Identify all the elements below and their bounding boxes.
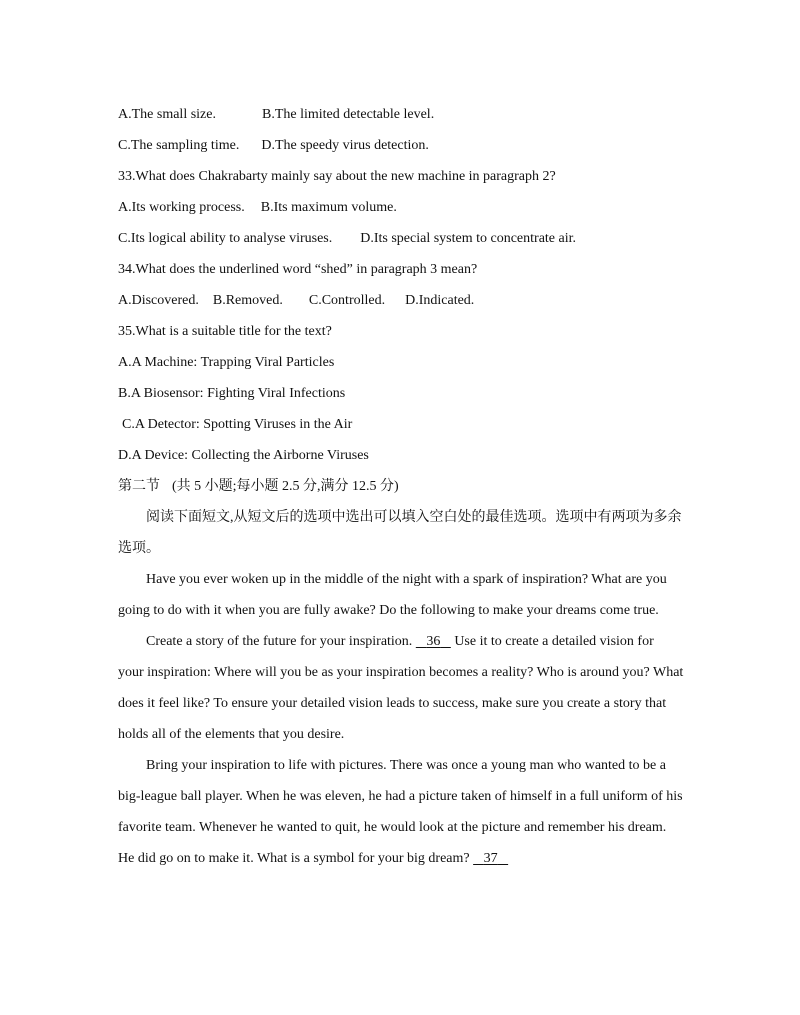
section-title: 第二节 <box>118 479 160 494</box>
q33-option-d: D.Its special system to concentrate air. <box>360 231 577 246</box>
q35-option-a: A.A Machine: Trapping Viral Particles <box>118 355 335 370</box>
passage-p3-line-2: big-league ball player. When he was eleven, he had a picture taken of himself in a full uniform of his <box>118 789 683 804</box>
blank-36-number: 36 <box>426 634 441 649</box>
blank-37[interactable] <box>473 851 508 866</box>
section-instruction-line-1: 阅读下面短文,从短文后的选项中选出可以填入空白处的最佳选项。选项中有两项为多余 <box>146 510 682 525</box>
section-heading <box>118 478 399 496</box>
q35-option-d: D.A Device: Collecting the Airborne Viruses <box>118 448 369 463</box>
q34-option-a: A.Discovered. <box>118 293 199 308</box>
passage-p3-text-before-blank: He did go on to make it. What is a symbol for your big dream? <box>118 851 470 866</box>
q33-options-row-2 <box>118 230 576 248</box>
section-instruction-line-2: 选项。 <box>118 541 160 556</box>
q35-question: 35.What is a suitable title for the text? <box>118 324 332 339</box>
blank-37-number: 37 <box>483 851 498 866</box>
q33-option-c: C.Its logical ability to analyse viruses. <box>118 231 333 246</box>
q34-option-b: B.Removed. <box>212 293 283 308</box>
q35-option-c: C.A Detector: Spotting Viruses in the Air <box>122 417 353 432</box>
passage-p2-line-1 <box>146 633 654 651</box>
q32-options-row-2 <box>118 137 429 155</box>
passage-p3-line-3: favorite team. Whenever he wanted to quit, he would look at the picture and remember his dream. <box>118 820 667 835</box>
passage-p3-line-4 <box>118 850 508 868</box>
q34-option-c: C.Controlled. <box>308 293 386 308</box>
q34-question: 34.What does the underlined word “shed” in paragraph 3 mean? <box>118 262 478 277</box>
q33-option-b: B.Its maximum volume. <box>260 200 397 215</box>
q34-option-d: D.Indicated. <box>405 293 475 308</box>
passage-p3-line-1: Bring your inspiration to life with pictures. There was once a young man who wanted to be a <box>146 758 666 773</box>
q32-option-c: C.The sampling time. <box>118 138 240 153</box>
passage-p1-line-2: going to do with it when you are fully awake? Do the following to make your dreams come true. <box>118 603 659 618</box>
q32-options-row-1 <box>118 106 434 124</box>
passage-p2-line-3: does it feel like? To ensure your detailed vision leads to success, make sure you create a story that <box>118 696 667 711</box>
q32-option-a: A.The small size. <box>118 107 216 122</box>
q33-question: 33.What does Chakrabarty mainly say about the new machine in paragraph 2? <box>118 169 556 184</box>
q32-option-d: D.The speedy virus detection. <box>261 138 429 153</box>
passage-p2-text-before-blank: Create a story of the future for your inspiration. <box>146 634 413 649</box>
passage-p2-line-2: your inspiration: Where will you be as your inspiration becomes a reality? Who is around you? What <box>118 665 684 680</box>
q35-option-b: B.A Biosensor: Fighting Viral Infections <box>118 386 346 401</box>
passage-p2-text-after-blank: Use it to create a detailed vision for <box>454 634 654 649</box>
q33-options-row-1 <box>118 199 397 217</box>
passage-p2-line-4: holds all of the elements that you desire. <box>118 727 345 742</box>
q32-option-b: B.The limited detectable level. <box>261 107 435 122</box>
q34-options-row <box>118 292 474 310</box>
q33-option-a: A.Its working process. <box>118 200 245 215</box>
passage-p1-line-1: Have you ever woken up in the middle of the night with a spark of inspiration? What are you <box>146 572 667 587</box>
section-scoring-note: (共 5 小题;每小题 2.5 分,满分 12.5 分) <box>172 479 399 494</box>
blank-36[interactable] <box>416 634 451 649</box>
